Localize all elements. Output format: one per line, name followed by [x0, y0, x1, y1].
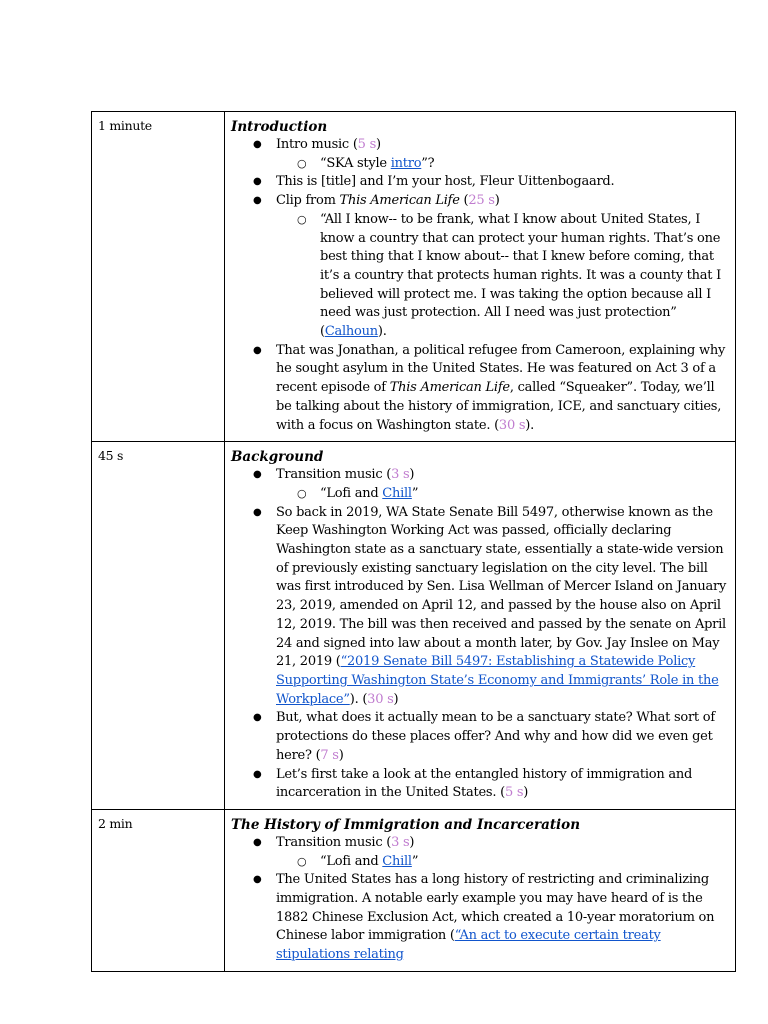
list-item: ● Intro music (5 s) — [231, 136, 731, 155]
citation-link[interactable]: “An act to execute certain treaty stipulations relating — [276, 928, 661, 963]
list-item: ● Transition music (3 s) — [231, 466, 731, 485]
duration: 30 s — [367, 691, 394, 707]
list-item: ● This is [title] and I’m your host, Fleur Uittenbogaard. — [231, 173, 731, 192]
citation-link[interactable]: “2019 Senate Bill 5497: Establishing a Statewide Policy Supporting Washington State’s Economy and Immigrants’ Role in the Workplace” — [276, 654, 719, 707]
section-title: Introduction — [231, 119, 328, 135]
time-cell: 2 min — [92, 809, 225, 971]
list-item: ○ “All I know-- to be frank, what I know about United States, I know a country that can protect your human rights. That’s one best thing that I know about-- that I knew before coming, that it’s a country that protects human rights. It was a county that I believed will protect me. I was taking the option because all I need was just protection. All I need was just protection” (Calhoun). — [231, 211, 731, 342]
music-link[interactable]: Chill — [382, 485, 412, 501]
script-table — [91, 111, 736, 972]
list-item: ○ “Lofi and Chill” — [231, 853, 731, 872]
list-item: ● Clip from This American Life (25 s) — [231, 192, 731, 211]
section-title: Background — [231, 449, 324, 466]
citation-link[interactable]: Calhoun — [324, 324, 378, 340]
section-title: The History of Immigration and Incarceration — [231, 816, 581, 833]
duration: 7 s — [320, 747, 339, 763]
duration: 3 s — [391, 834, 410, 850]
duration: 25 s — [468, 193, 495, 209]
duration: 5 s — [504, 785, 524, 801]
list-item: ○ “SKA style intro”? — [231, 155, 731, 174]
list-item: ○ “Lofi and Chill” — [231, 485, 731, 504]
list-item: ● Let’s first take a look at the entangled history of immigration and incarceration in the United States. (5 s) — [231, 766, 731, 803]
list-item: ● But, what does it actually mean to be a sanctuary state? What sort of protections do these places offer? And why and how did we even get here? (7 s) — [231, 709, 731, 765]
table-row — [92, 809, 736, 971]
content-cell — [225, 809, 736, 971]
music-link[interactable]: intro — [390, 155, 422, 171]
list-item: ● The United States has a long history of restricting and criminalizing immigration. A notable early example you may have heard of is the 1882 Chinese Exclusion Act, which created a 10-year moratorium on Chinese labor immigration (“An act to execute certain treaty stipulations relating — [231, 871, 731, 965]
music-link[interactable]: Chill — [382, 853, 412, 869]
content-cell — [225, 112, 736, 442]
time-cell: 1 minute — [92, 112, 225, 442]
duration: 5 s — [357, 137, 376, 152]
duration: 30 s — [498, 417, 526, 433]
duration: 3 s — [391, 467, 410, 483]
list-item: ● That was Jonathan, a political refugee from Cameroon, explaining why he sought asylum in the United States. He was featured on Act 3 of a recent episode of This American Life, called “Squeaker”. Today, we’ll be talking about the history of immigration, ICE, and sanctuary cities, with a focus on Washington state. (30 s). — [231, 342, 731, 436]
list-item: ● So back in 2019, WA State Senate Bill 5497, otherwise known as the Keep Washington Working Act was passed, officially declaring Washington state as a sanctuary state, essentially a state-wide version of previously existing sanctuary legislation on the city level. The bill was first introduced by Sen. Lisa Wellman of Mercer Island on January 23, 2019, amended on April 12, and passed by the house also on April 12, 2019. The bill was then received and passed by the senate on April 24 and signed into law about a month later, by Gov. Jay Inslee on May 21, 2019 (“2019 Senate Bill 5497: Establishing a Statewide Policy Supporting Washington State’s Economy and Immigrants’ Role in the Workplace”). (30 s) — [231, 504, 731, 710]
list-item: ● Transition music (3 s) — [231, 834, 731, 853]
content-cell — [225, 442, 736, 810]
table-row — [92, 112, 736, 442]
time-cell: 45 s — [92, 442, 225, 810]
table-row — [92, 442, 736, 810]
